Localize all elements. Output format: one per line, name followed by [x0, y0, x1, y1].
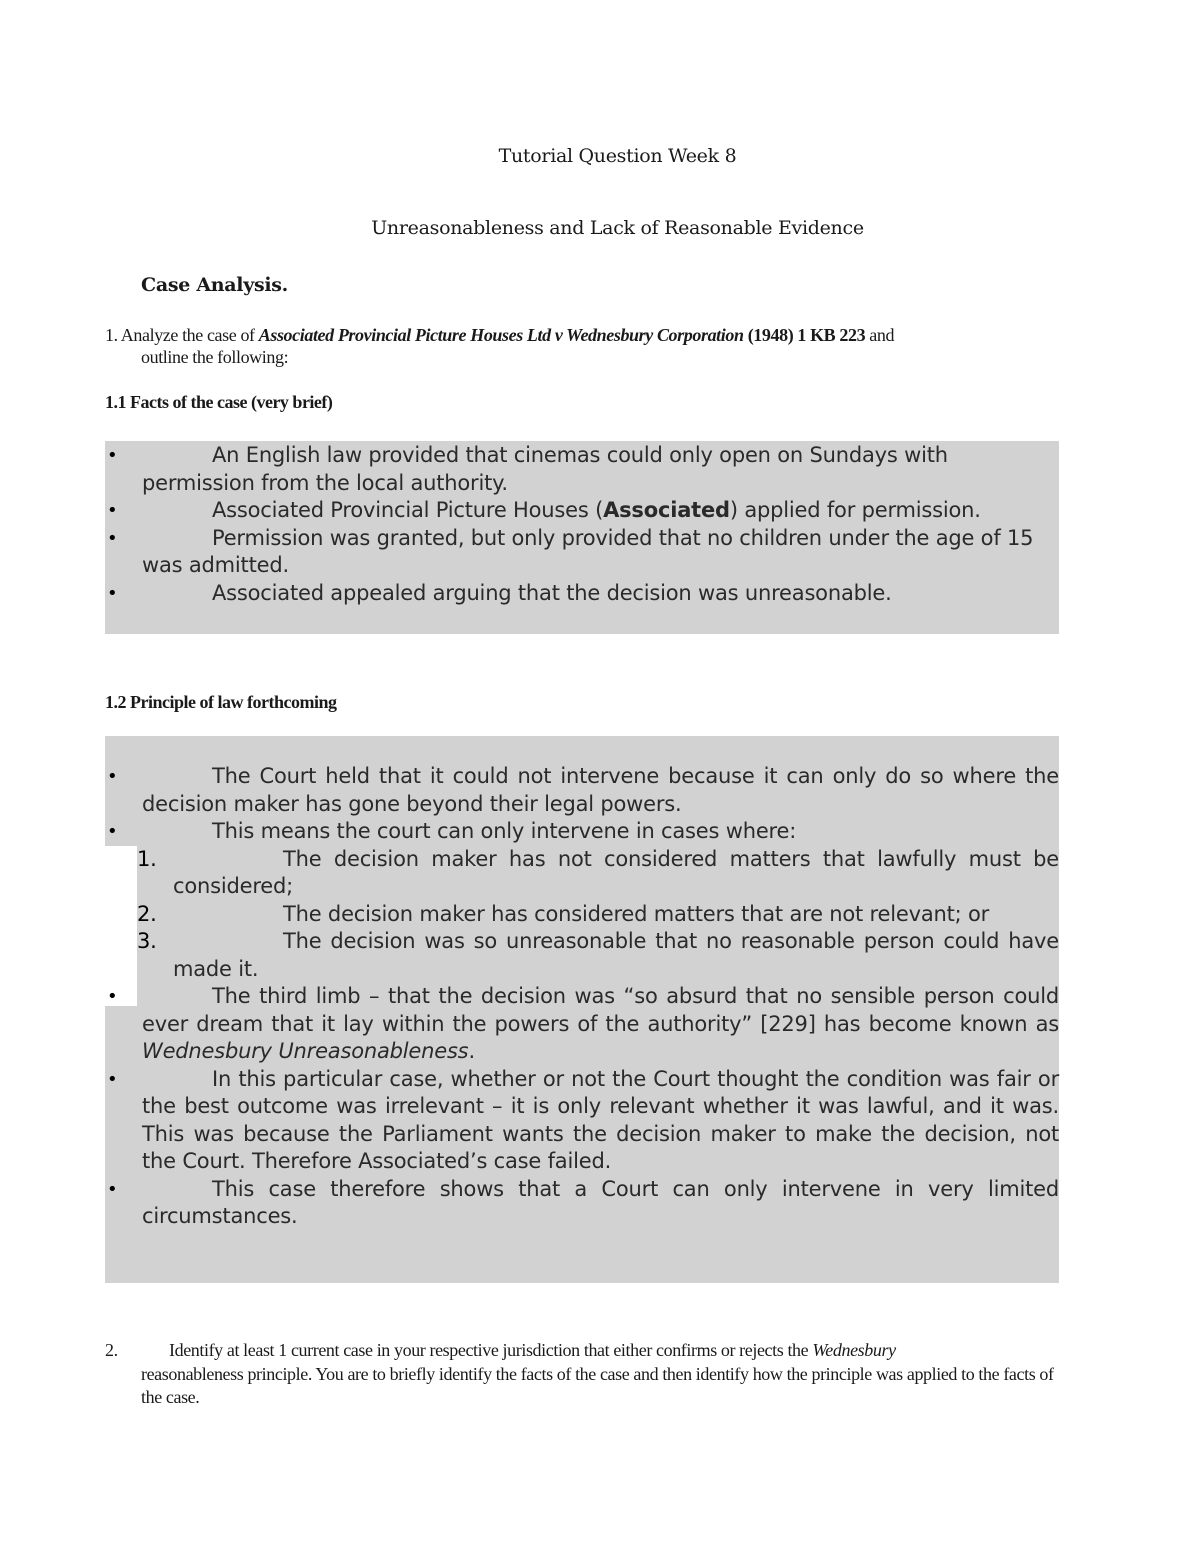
case-analysis-heading: Case Analysis.: [141, 274, 288, 296]
bullet-icon: •: [107, 527, 118, 549]
numbered-sublist: [105, 846, 1059, 984]
section-1-2-heading: 1.2 Principle of law forthcoming: [105, 692, 337, 712]
bullet-icon: •: [107, 766, 118, 787]
list-number: 3.: [137, 929, 157, 953]
question-1-lead: 1. Analyze the case of: [105, 325, 259, 345]
list-item: • Permission was granted, but only provided that no children under the age of 15 was admitted.: [107, 525, 1034, 577]
section-1-1-heading: 1.1 Facts of the case (very brief): [105, 392, 333, 412]
page-title: Tutorial Question Week 8: [498, 145, 737, 167]
list-item: 2. The decision maker has considered matters that are not relevant; or: [105, 901, 1059, 929]
list-item: • The Court held that it could not intervene because it can only do so where the decision maker has gone beyond their legal powers.: [107, 764, 1059, 816]
case-name: Associated Provincial Picture Houses Ltd v Wednesbury Corporation: [258, 325, 744, 345]
question-1-tail: and: [865, 325, 895, 345]
list-item: • Associated appealed arguing that the decision was unreasonable.: [105, 580, 1059, 608]
list-item: • The third limb – that the decision was “so absurd that no sensible person could ever dream that it lay within the powers of the authority” [229] has become known as Wednesbury Unreasonableness.: [107, 984, 1059, 1063]
case-citation: (1948) 1 KB 223: [743, 325, 866, 345]
facts-list: [105, 442, 1059, 607]
list-number: 1.: [137, 846, 157, 871]
question-2: 2. Identify at least 1 current case in your respective jurisdiction that either confirms or rejects the Wednesbury reasonableness principle. You are to briefly identify the facts of the case and then identify how the principle was applied to the facts of the case.: [105, 1340, 1054, 1407]
bullet-icon: •: [107, 1068, 118, 1090]
bullet-icon: •: [107, 445, 118, 466]
list-item: • This case therefore shows that a Court can only intervene in very limited circumstances.: [107, 1176, 1059, 1228]
list-item: • Associated Provincial Picture Houses (Associated) applied for permission.: [105, 497, 1059, 525]
bullet-icon: •: [107, 1178, 118, 1200]
principle-list: [105, 763, 1059, 1231]
question-1: [105, 324, 1065, 368]
question-1-line2: outline the following:: [141, 347, 289, 367]
list-number: 2.: [137, 901, 157, 926]
list-item: • An English law provided that cinemas could only open on Sundays with permission from the local authority.: [107, 443, 948, 495]
list-item: • This means the court can only intervene in cases where:: [105, 818, 1059, 846]
bullet-icon: •: [107, 582, 118, 604]
page-subtitle: Unreasonableness and Lack of Reasonable Evidence: [371, 217, 864, 239]
bullet-icon: •: [107, 821, 118, 842]
list-item: • In this particular case, whether or not the Court thought the condition was fair or the best outcome was irrelevant – it is only relevant whether it was lawful, and it was. This was because the Parliament wants the decision maker to make the decision, not the Court. Therefore Associated’s case failed.: [107, 1066, 1059, 1173]
list-item: 3. The decision was so unreasonable that no reasonable person could have made it.: [137, 929, 1059, 981]
bullet-icon: •: [107, 500, 118, 521]
list-item: 1. The decision maker has not considered matters that lawfully must be considered;: [137, 846, 1059, 898]
question-2-number: 2.: [105, 1340, 118, 1360]
bullet-icon: •: [107, 986, 118, 1007]
